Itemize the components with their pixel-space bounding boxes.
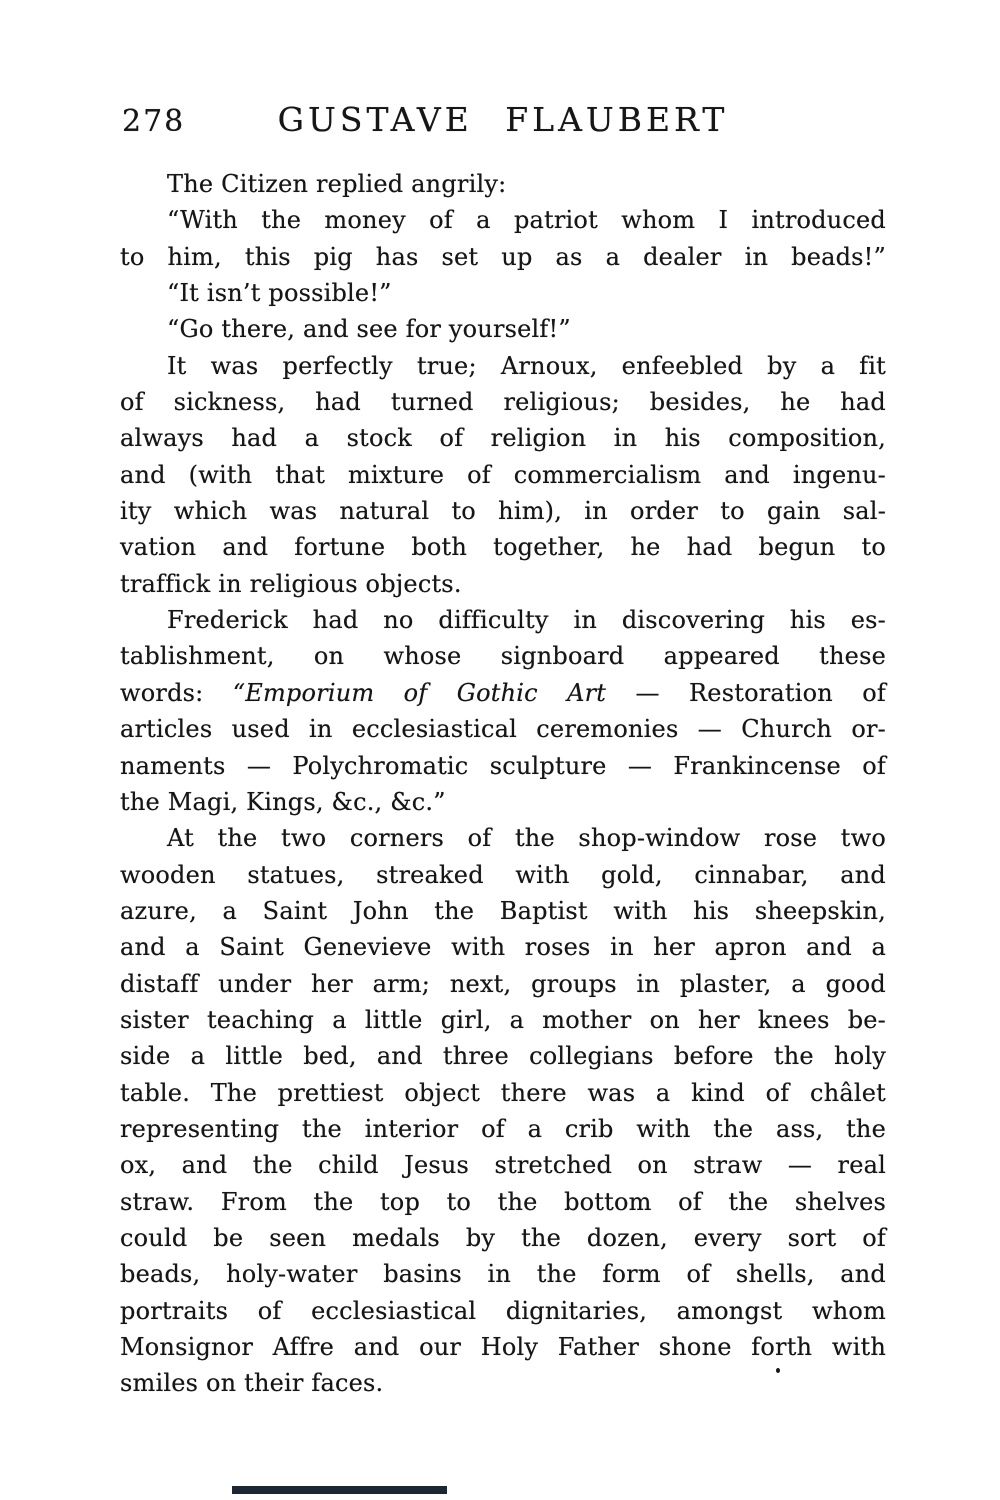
text-block [120,166,886,1402]
text-line [120,929,886,965]
text-line [120,566,886,602]
text-line [120,1075,886,1111]
text-segment: table. The prettiest object there was a kind of châlet [120,1078,886,1107]
text-segment: Monsignor Affre and our Holy Father shone forth with [120,1333,886,1361]
text-segment: of sickness, had turned religious; besides, he had [120,388,886,417]
text-line [120,1293,886,1329]
text-line [120,748,886,784]
text-line [120,857,886,893]
text-line [120,493,886,529]
text-segment: Frederick had no difficulty in discovering his es- [167,606,886,635]
text-segment: beads, holy-water basins in the form of shells, and [120,1260,886,1289]
text-segment: naments — Polychromatic sculpture — Frankincense of [120,751,886,780]
text-segment: At the two corners of the shop-window rose two [167,824,886,853]
text-line [120,1111,886,1147]
text-segment: could be seen medals by the dozen, every sort of [120,1223,886,1252]
text-segment: always had a stock of religion in his composition, [120,424,886,453]
text-segment: It was perfectly true; Arnoux, enfeebled by a fit [167,351,886,380]
text-line [120,457,886,493]
text-segment: distaff under her arm; next, groups in plaster, a good [120,969,886,998]
text-line [120,1365,886,1401]
text-line [120,1002,886,1038]
text-segment: representing the interior of a crib with the ass, the [120,1114,886,1143]
text-line [120,1184,886,1220]
ink-speck [776,1368,780,1373]
text-line [120,529,886,565]
text-segment: words: [120,678,233,707]
text-line [120,784,886,820]
text-segment: and a Saint Genevieve with roses in her apron and a [120,933,886,962]
text-line [120,166,886,202]
text-segment: straw. From the top to the bottom of the shelves [120,1187,886,1216]
text-segment: portraits of ecclesiastical dignitaries, amongst whom [120,1296,886,1325]
text-segment: to him, this pig has set up as a dealer in beads!” [120,242,886,271]
text-segment: traffick in religious objects. [120,569,462,598]
text-line [120,311,886,347]
text-segment: sister teaching a little girl, a mother on her knees be- [120,1005,886,1034]
text-line [120,275,886,311]
text-segment: “With the money of a patriot whom I introduced [167,206,886,235]
text-line [120,675,886,711]
text-line [120,1147,886,1183]
text-segment: The Citizen replied angrily: [167,170,507,198]
text-line [120,348,886,384]
text-line [120,638,886,674]
page-number: 278 [122,104,186,139]
text-line [120,893,886,929]
text-line [120,1329,886,1365]
text-segment: — Restoration of [606,678,886,707]
running-title: GUSTAVE FLAUBERT [277,100,729,139]
text-line [120,966,886,1002]
text-line [120,202,886,238]
text-segment: tablishment, on whose signboard appeared these [120,642,886,671]
text-segment: wooden statues, streaked with gold, cinnabar, and [120,860,886,889]
text-line [120,1220,886,1256]
page-header [120,100,886,142]
text-line [120,602,886,638]
text-segment: side a little bed, and three collegians before the holy [120,1042,886,1071]
text-line [120,420,886,456]
text-segment: vation and fortune both together, he had begun to [120,533,886,562]
text-segment: “Go there, and see for yourself!” [167,315,571,344]
text-line [120,384,886,420]
text-line [120,1038,886,1074]
text-segment: azure, a Saint John the Baptist with his sheepskin, [120,896,886,925]
text-line [120,820,886,856]
scan-artifact-bar [232,1486,447,1494]
text-segment: articles used in ecclesiastical ceremonies — Church or- [120,715,886,744]
text-segment: ox, and the child Jesus stretched on straw — real [120,1151,886,1180]
text-segment: and (with that mixture of commercialism and ingenu- [120,460,886,489]
text-segment: the Magi, Kings, &c., &c.” [120,787,446,816]
text-line [120,711,886,747]
text-segment: “It isn’t possible!” [167,279,392,308]
text-line [120,1256,886,1292]
text-segment: ity which was natural to him), in order to gain sal- [120,497,886,526]
text-line [120,239,886,275]
text-segment: “Emporium of Gothic Art [232,678,607,707]
text-segment: smiles on their faces. [120,1369,384,1398]
